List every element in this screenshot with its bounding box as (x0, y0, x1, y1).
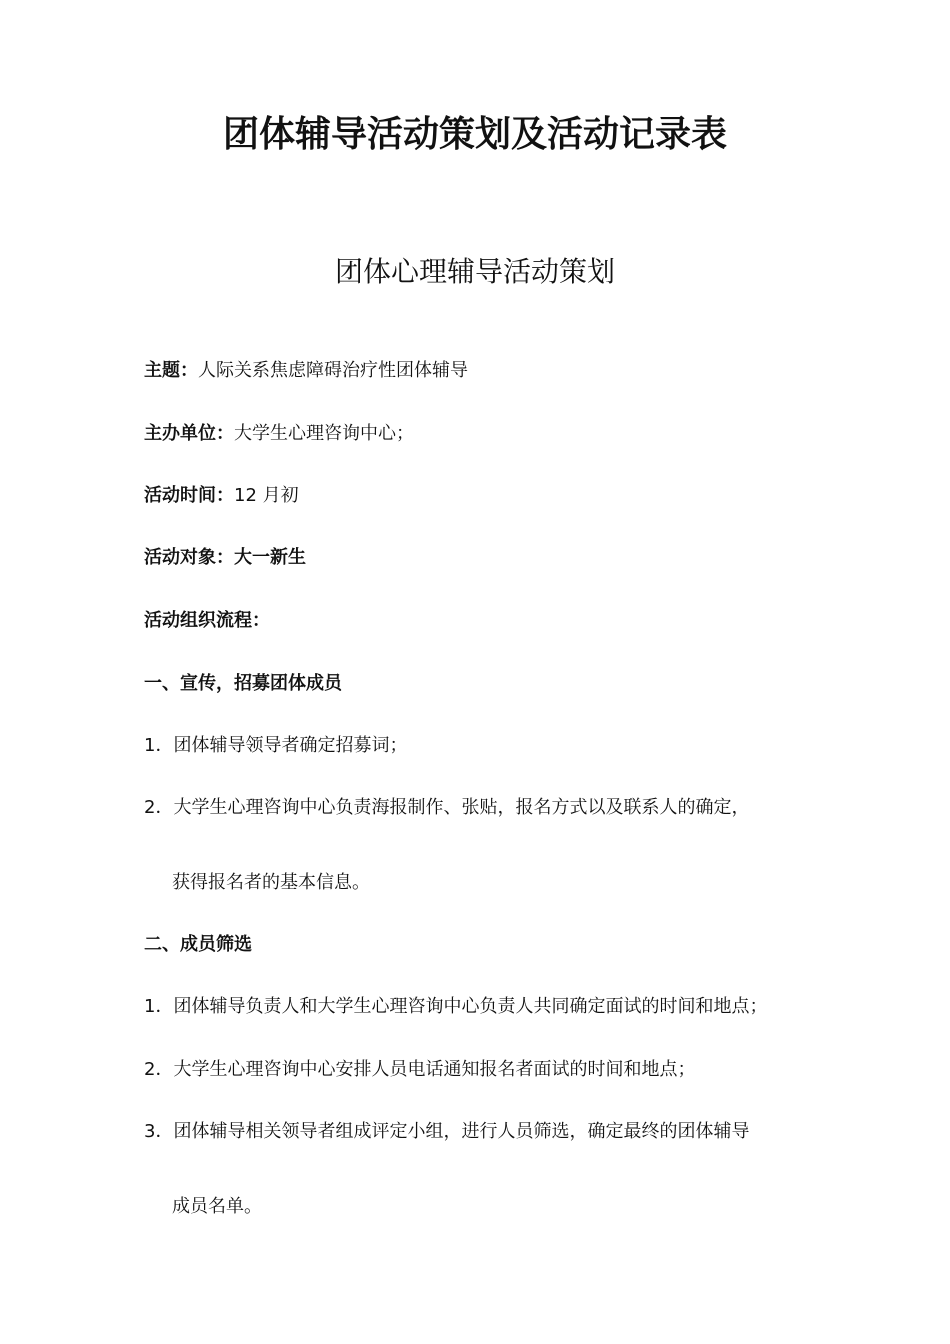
list-item-continuation: 成员名单。 (172, 1196, 262, 1217)
field-time-label: 活动时间： (144, 485, 234, 506)
list-item-number: 1． (144, 735, 174, 756)
list-item-text: 团体辅导负责人和大学生心理咨询中心负责人共同确定面试的时间和地点； (173, 996, 768, 1017)
field-organizer-label: 主办单位： (144, 423, 234, 444)
list-item-number: 2． (144, 1059, 174, 1080)
list-item-number: 3． (144, 1121, 174, 1142)
section-heading: 二、成员筛选 (144, 934, 252, 955)
field-audience (144, 546, 306, 570)
list-item-text: 大学生心理咨询中心安排人员电话通知报名者面试的时间和地点； (173, 1059, 696, 1080)
list-item (144, 1058, 695, 1082)
process-heading: 活动组织流程： (144, 610, 270, 631)
list-item (144, 995, 767, 1019)
sub-title: 团体心理辅导活动策划 (334, 255, 615, 288)
list-item-text: 团体辅导领导者确定招募词； (173, 735, 408, 756)
field-audience-label: 活动对象： (144, 547, 234, 568)
field-topic (144, 359, 468, 383)
list-item (144, 1120, 749, 1144)
field-organizer (144, 422, 414, 446)
field-topic-label: 主题： (144, 360, 198, 381)
field-time-value: 12 月初 (234, 485, 299, 506)
field-topic-value: 人际关系焦虑障碍治疗性团体辅导 (198, 360, 468, 381)
field-audience-value: 大一新生 (234, 547, 306, 568)
list-item-text: 大学生心理咨询中心负责海报制作、张贴，报名方式以及联系人的确定， (173, 797, 750, 818)
list-item-number: 1． (144, 996, 174, 1017)
field-time (144, 484, 299, 508)
field-organizer-value: 大学生心理咨询中心； (234, 423, 414, 444)
list-item (144, 796, 749, 820)
list-item-number: 2． (144, 797, 174, 818)
list-item-continuation: 获得报名者的基本信息。 (172, 872, 370, 893)
list-item-text: 团体辅导相关领导者组成评定小组，进行人员筛选，确定最终的团体辅导 (173, 1121, 750, 1142)
main-title: 团体辅导活动策划及活动记录表 (222, 114, 727, 155)
list-item (144, 734, 407, 758)
section-heading: 一、宣传，招募团体成员 (144, 673, 342, 694)
